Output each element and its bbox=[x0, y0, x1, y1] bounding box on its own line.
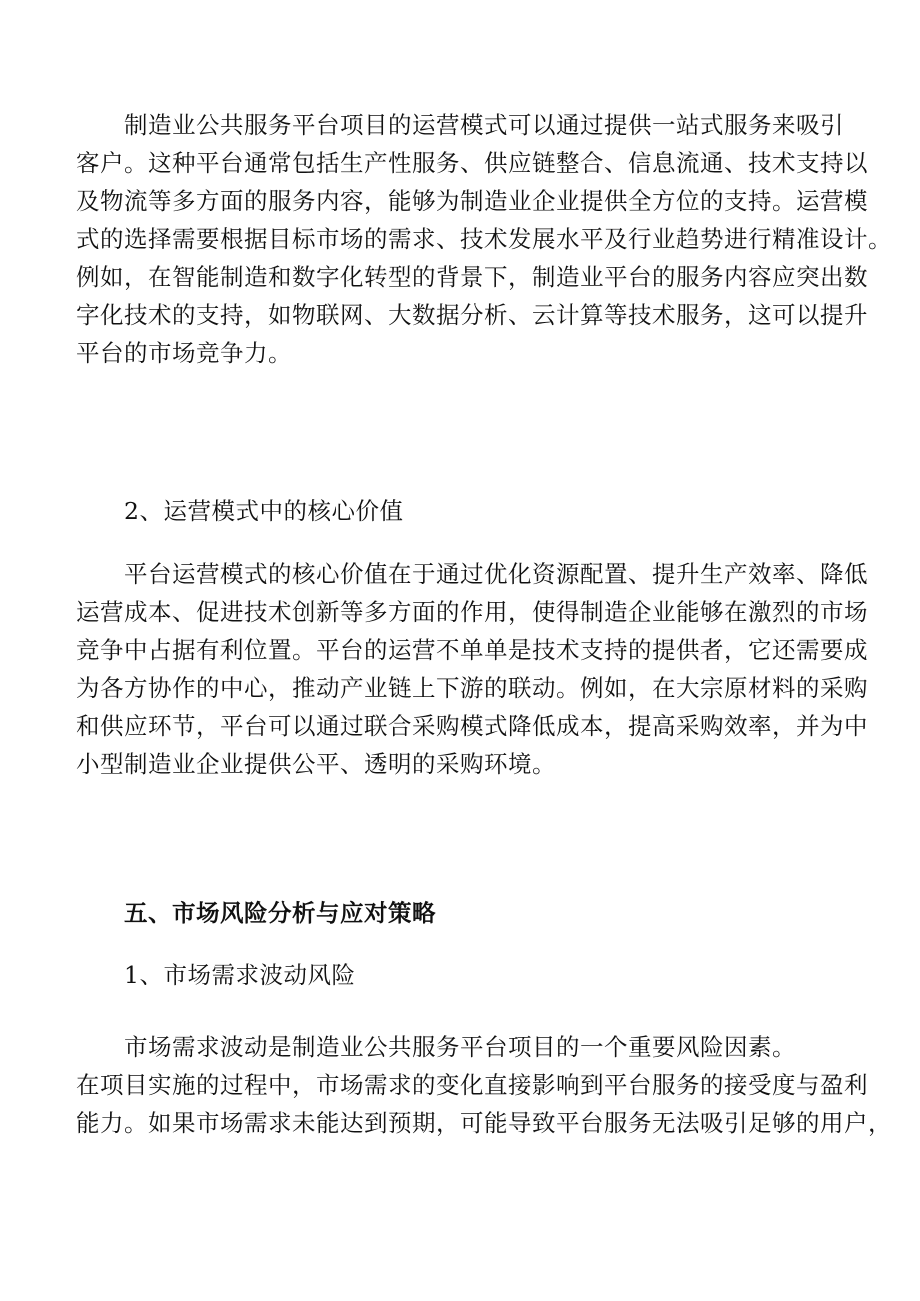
paragraph-line: 运营成本、促进技术创新等多方面的作用，使得制造企业能够在激烈的市场 bbox=[76, 598, 868, 626]
paragraph-line: 例如，在智能制造和数字化转型的背景下，制造业平台的服务内容应突出数 bbox=[76, 263, 868, 291]
paragraph-line: 式的选择需要根据目标市场的需求、技术发展水平及行业趋势进行精准设计。 bbox=[76, 225, 892, 253]
paragraph-line: 及物流等多方面的服务内容，能够为制造业企业提供全方位的支持。运营模 bbox=[76, 187, 868, 215]
paragraph-line: 能力。如果市场需求未能达到预期，可能导致平台服务无法吸引足够的用户， bbox=[76, 1109, 892, 1137]
paragraph-line: 市场需求波动是制造业公共服务平台项目的一个重要风险因素。 bbox=[124, 1033, 796, 1061]
paragraph-line: 平台的市场竞争力。 bbox=[76, 339, 292, 367]
paragraph-line: 竞争中占据有利位置。平台的运营不单单是技术支持的提供者，它还需要成 bbox=[76, 636, 868, 664]
paragraph-line: 在项目实施的过程中，市场需求的变化直接影响到平台服务的接受度与盈利 bbox=[76, 1071, 868, 1099]
paragraph-line: 字化技术的支持，如物联网、大数据分析、云计算等技术服务，这可以提升 bbox=[76, 301, 868, 329]
paragraph-line: 和供应环节，平台可以通过联合采购模式降低成本，提高采购效率，并为中 bbox=[76, 712, 868, 740]
paragraph-core-value bbox=[76, 555, 868, 783]
paragraph-line: 为各方协作的中心，推动产业链上下游的联动。例如，在大宗原材料的采购 bbox=[76, 674, 868, 702]
paragraph-operating-model bbox=[76, 106, 892, 372]
section-heading: 五、市场风险分析与应对策略 bbox=[124, 899, 436, 927]
paragraph-line: 平台运营模式的核心价值在于通过优化资源配置、提升生产效率、降低 bbox=[124, 560, 868, 588]
paragraph-demand-risk bbox=[76, 1028, 892, 1142]
paragraph-line: 制造业公共服务平台项目的运营模式可以通过提供一站式服务来吸引 bbox=[124, 111, 844, 139]
subheading-core-value: 2、运营模式中的核心价值 bbox=[124, 497, 404, 525]
paragraph-line: 客户。这种平台通常包括生产性服务、供应链整合、信息流通、技术支持以 bbox=[76, 149, 868, 177]
subheading-demand-risk: 1、市场需求波动风险 bbox=[124, 961, 356, 989]
paragraph-line: 小型制造业企业提供公平、透明的采购环境。 bbox=[76, 750, 556, 778]
